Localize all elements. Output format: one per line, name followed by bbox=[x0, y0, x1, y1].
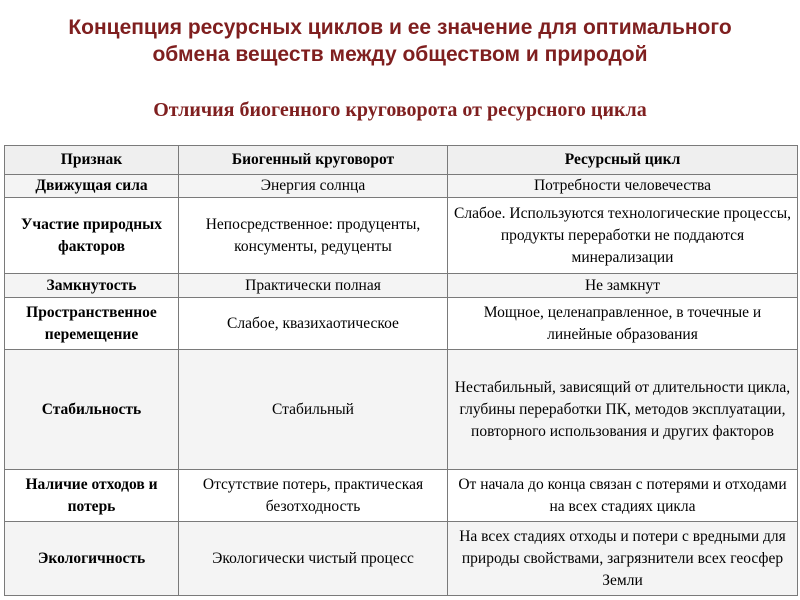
feature-cell: Наличие отходов и потерь bbox=[5, 470, 179, 522]
table-header-row bbox=[5, 146, 798, 175]
feature-cell: Движущая сила bbox=[5, 175, 179, 198]
feature-cell: Пространственное перемещение bbox=[5, 298, 179, 350]
resource-cell: Слабое. Используются технологические процессы, продукты переработки не поддаются минерализации bbox=[448, 198, 798, 274]
biogenic-cell: Экологически чистый процесс bbox=[179, 522, 448, 596]
resource-cell: Мощное, целенаправленное, в точечные и линейные образования bbox=[448, 298, 798, 350]
table-row bbox=[5, 350, 798, 470]
table-row bbox=[5, 198, 798, 274]
biogenic-cell: Отсутствие потерь, практическая безотходность bbox=[179, 470, 448, 522]
header-resource-cycle: Ресурсный цикл bbox=[448, 146, 798, 175]
biogenic-cell: Энергия солнца bbox=[179, 175, 448, 198]
table-row bbox=[5, 298, 798, 350]
resource-cell: Нестабильный, зависящий от длительности цикла, глубины переработки ПК, методов эксплуатации, повторного использования и других факторов bbox=[448, 350, 798, 470]
resource-cell: Потребности человечества bbox=[448, 175, 798, 198]
table-row bbox=[5, 522, 798, 596]
feature-cell: Участие природных факторов bbox=[5, 198, 179, 274]
header-feature: Признак bbox=[5, 146, 179, 175]
feature-cell: Замкнутость bbox=[5, 274, 179, 298]
table-row bbox=[5, 175, 798, 198]
slide-subtitle: Отличия биогенного круговорота от ресурсного цикла bbox=[153, 99, 647, 121]
resource-cell: На всех стадиях отходы и потери с вредными для природы свойствами, загрязнители всех геосфер Земли bbox=[448, 522, 798, 596]
feature-cell: Экологичность bbox=[5, 522, 179, 596]
biogenic-cell: Непосредственное: продуценты, консументы, редуценты bbox=[179, 198, 448, 274]
comparison-table bbox=[4, 145, 798, 596]
biogenic-cell: Слабое, квазихаотическое bbox=[179, 298, 448, 350]
table-row bbox=[5, 274, 798, 298]
table-row bbox=[5, 470, 798, 522]
slide-title: Концепция ресурсных циклов и ее значение для оптимального обмена веществ между обществом и природой bbox=[68, 16, 732, 66]
header-biogenic-cycle: Биогенный круговорот bbox=[179, 146, 448, 175]
biogenic-cell: Стабильный bbox=[179, 350, 448, 470]
resource-cell: От начала до конца связан с потерями и отходами на всех стадиях цикла bbox=[448, 470, 798, 522]
biogenic-cell: Практически полная bbox=[179, 274, 448, 298]
feature-cell: Стабильность bbox=[5, 350, 179, 470]
resource-cell: Не замкнут bbox=[448, 274, 798, 298]
